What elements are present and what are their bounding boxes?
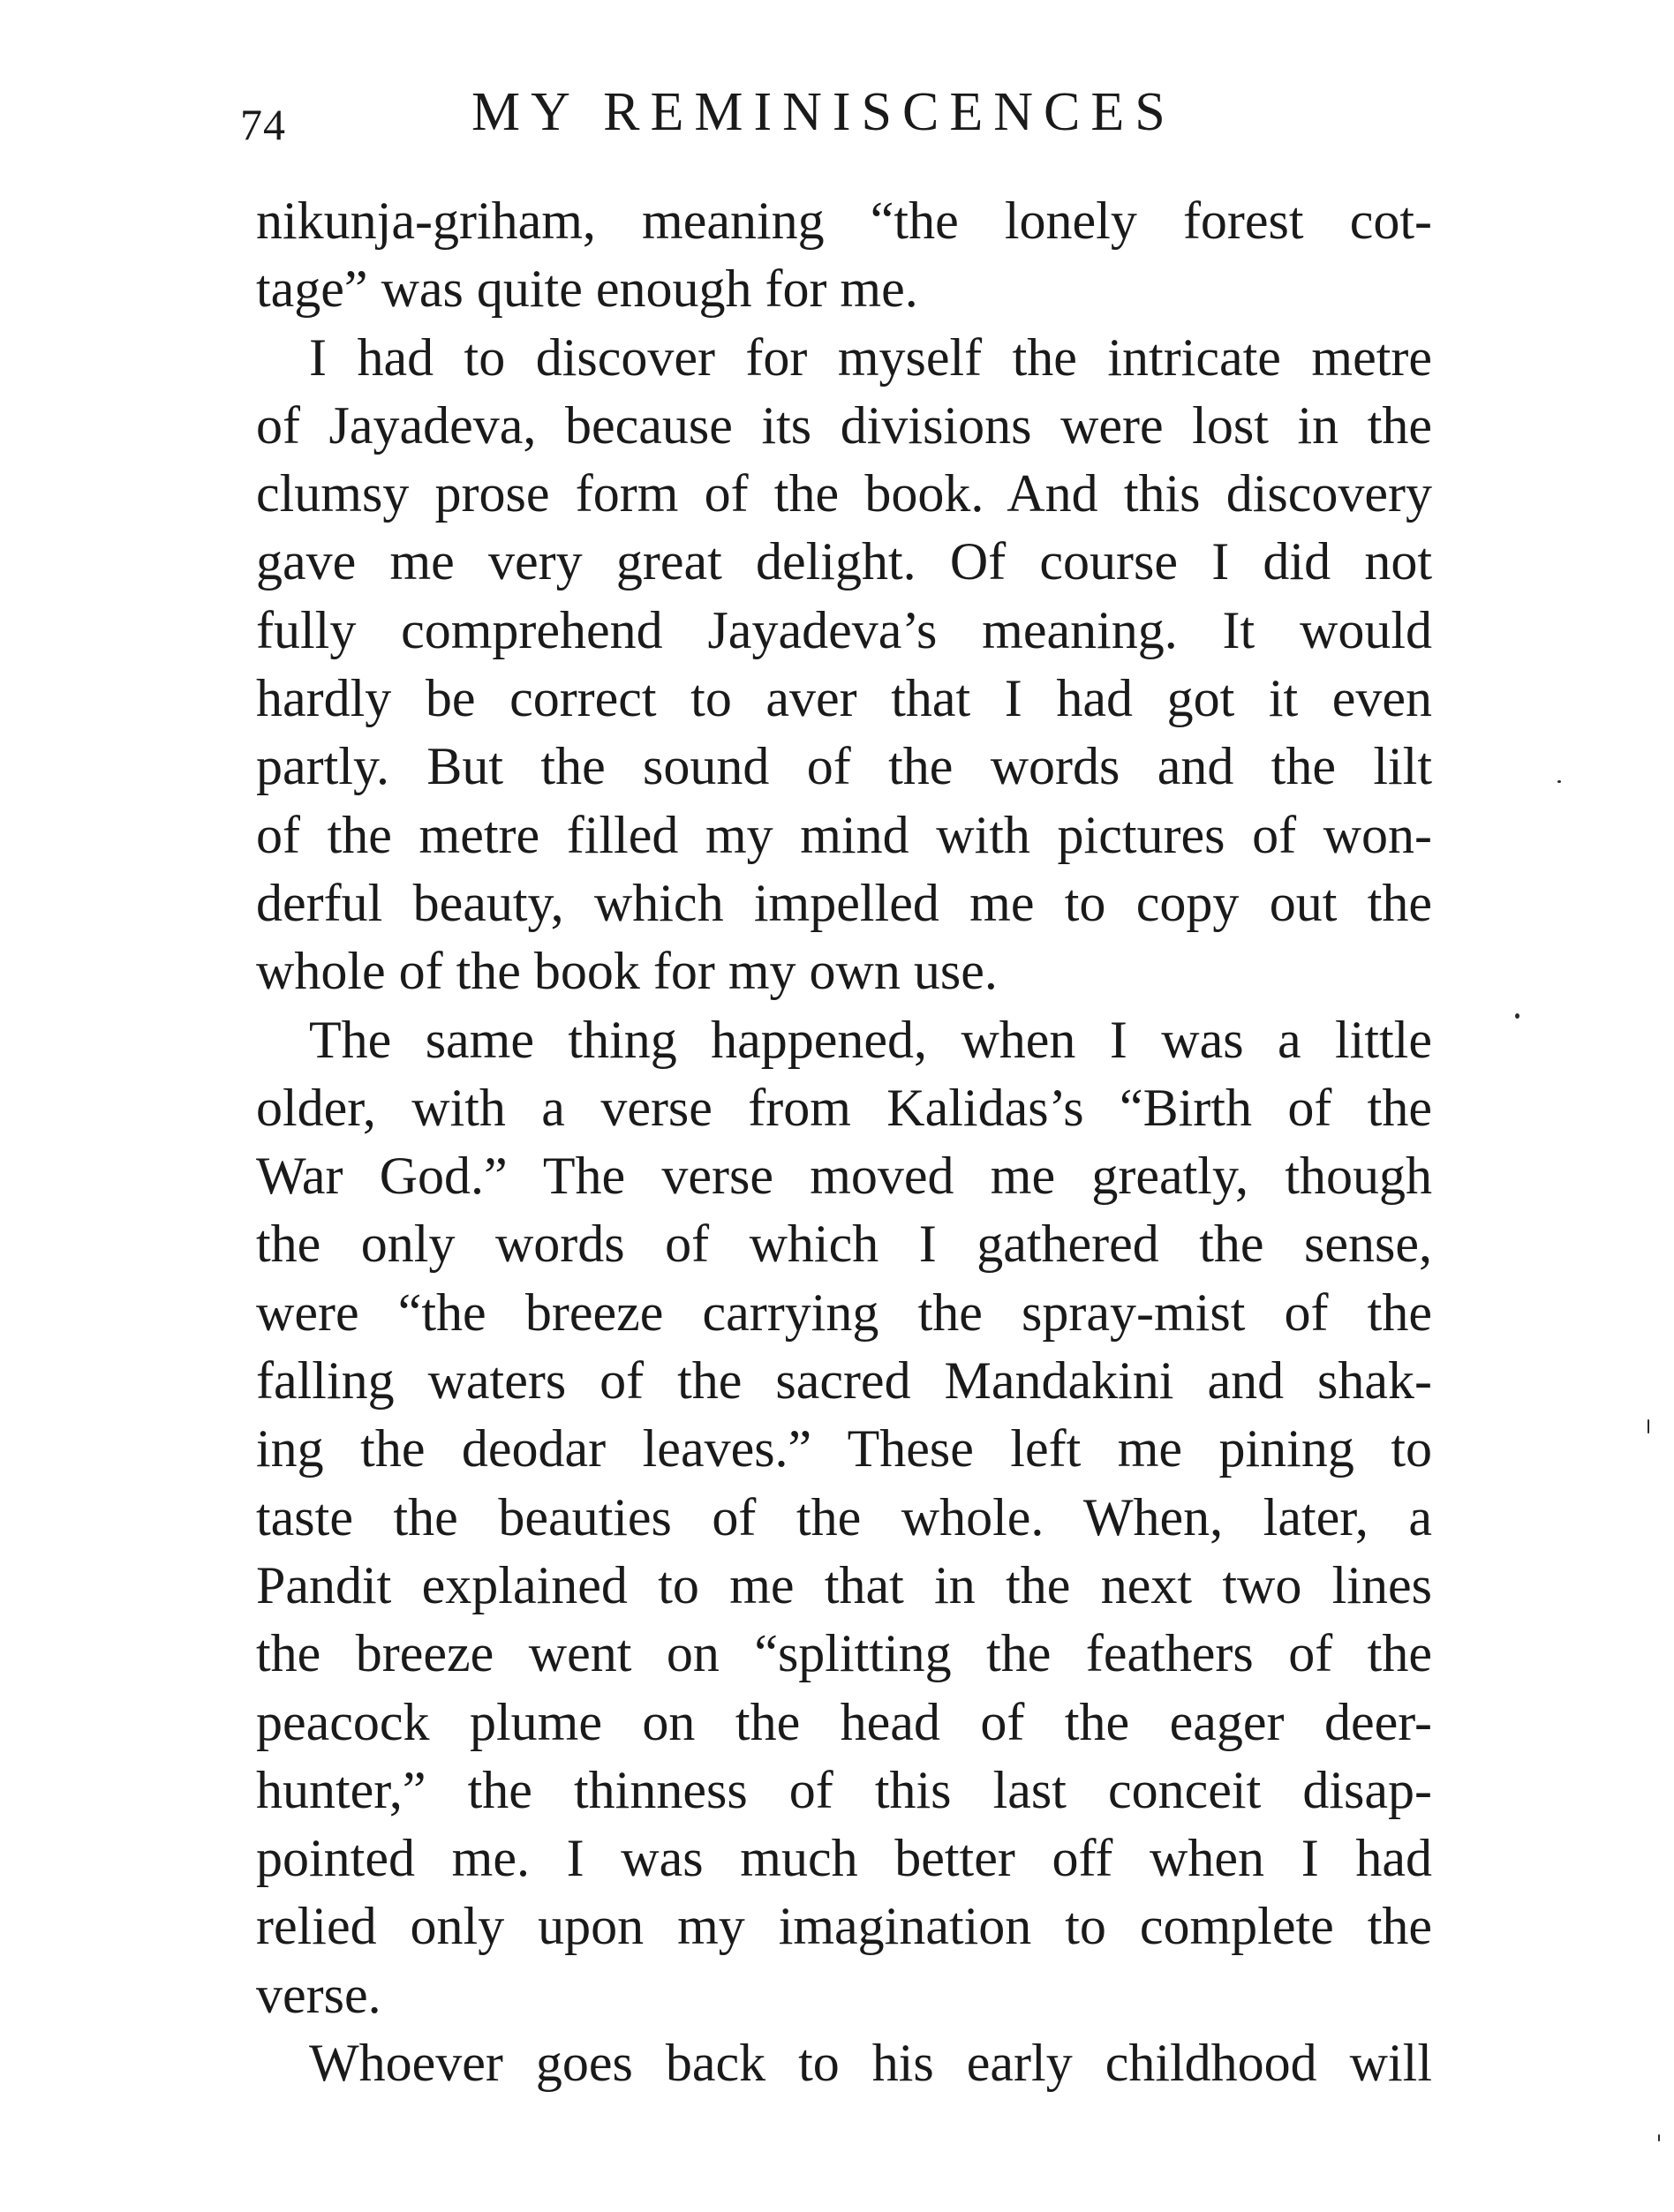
text-line: ing the deodar leaves.” These left me pining to <box>256 1419 1432 1478</box>
text-line: War God.” The verse moved me greatly, though <box>256 1147 1432 1206</box>
text-line: falling waters of the sacred Mandakini and shak- <box>256 1351 1432 1411</box>
running-title: MY REMINISCENCES <box>471 82 1176 142</box>
text-line: pointed me. I was much better off when I had <box>256 1829 1432 1888</box>
page-number: 74 <box>240 100 286 149</box>
text-line: nikunja-griham, meaning “the lonely forest cot- <box>256 192 1432 250</box>
scan-speck <box>1515 1013 1519 1019</box>
text-line: taste the beauties of the whole. When, later, a <box>256 1487 1432 1546</box>
body-text <box>256 187 1432 2097</box>
text-line: of the metre filled my mind with pictures of won- <box>256 805 1432 864</box>
text-line: The same thing happened, when I was a little <box>309 1010 1432 1069</box>
text-line: fully comprehend Jayadeva’s meaning. It would <box>256 600 1432 659</box>
text-line: gave me very great delight. Of course I did not <box>256 532 1432 591</box>
text-line: hardly be correct to aver that I had got it even <box>256 669 1432 728</box>
text-line: partly. But the sound of the words and the lilt <box>256 737 1432 796</box>
text-line: relied only upon my imagination to complete the <box>256 1897 1432 1956</box>
text-line: were “the breeze carrying the spray-mist of the <box>256 1283 1432 1342</box>
text-line: derful beauty, which impelled me to copy out the <box>256 873 1432 932</box>
text-line: verse. <box>256 1965 381 2024</box>
scan-speck <box>1557 780 1561 783</box>
text-line: Whoever goes back to his early childhood will <box>309 2034 1432 2093</box>
text-line: I had to discover for myself the intricate metre <box>309 327 1432 387</box>
text-line: the only words of which I gathered the sense, <box>256 1215 1432 1274</box>
text-line: whole of the book for my own use. <box>256 942 998 1001</box>
text-line: Pandit explained to me that in the next two lines <box>256 1555 1432 1614</box>
text-line: tage” was quite enough for me. <box>256 260 918 319</box>
text-line: clumsy prose form of the book. And this discovery <box>256 464 1432 523</box>
scan-speck <box>1658 2134 1660 2141</box>
text-line: peacock plume on the head of the eager deer- <box>256 1692 1432 1751</box>
text-line: older, with a verse from Kalidas’s “Birth of the <box>256 1078 1432 1137</box>
text-line: of Jayadeva, because its divisions were lost in the <box>256 395 1432 455</box>
text-line: hunter,” the thinness of this last conceit disap- <box>256 1760 1432 1819</box>
running-head <box>240 81 1222 152</box>
text-line: the breeze went on “splitting the feathers of the <box>256 1624 1432 1683</box>
scan-speck <box>1648 1419 1649 1433</box>
